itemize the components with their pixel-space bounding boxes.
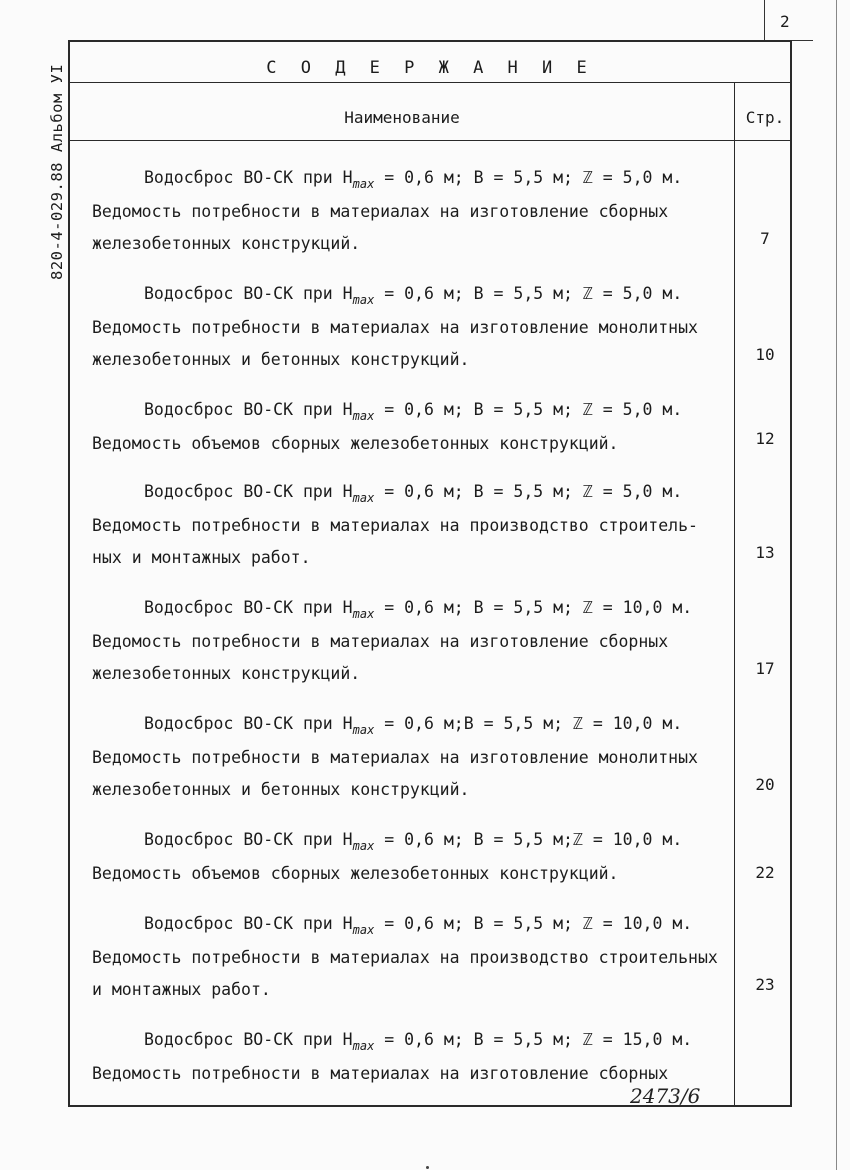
contents-entry	[92, 824, 742, 890]
entry-page-number: 10	[755, 345, 775, 364]
entry-heading	[92, 908, 742, 942]
contents-entry	[92, 908, 742, 1007]
handwritten-note: 2473/6	[630, 1084, 701, 1108]
entry-heading	[92, 824, 742, 858]
entry-heading-params: = 0,6 м; В = 5,5 м; ℤ = 10,0 м.	[374, 914, 693, 933]
entry-page-number: 13	[755, 543, 775, 562]
entry-description-line: и монтажных работ.	[92, 980, 271, 999]
entry-heading-subscript: max	[352, 607, 375, 621]
entry-heading	[92, 1024, 742, 1058]
entry-heading	[92, 708, 742, 742]
entry-heading-params: = 0,6 м; В = 5,5 м; ℤ = 5,0 м.	[374, 284, 683, 303]
title-row	[70, 42, 790, 83]
contents-table	[68, 40, 792, 1107]
entry-heading-text: Водосброс ВО-СК при Н	[144, 830, 353, 849]
entry-heading	[92, 476, 742, 510]
entry-page-number: 17	[755, 659, 775, 678]
entry-description-line: железобетонных и бетонных конструкций.	[92, 780, 470, 799]
entry-heading-text: Водосброс ВО-СК при Н	[144, 482, 353, 501]
entry-description-line: ных и монтажных работ.	[92, 548, 311, 567]
entry-heading-subscript: max	[352, 177, 375, 191]
entry-heading	[92, 278, 742, 312]
entry-description-line: Ведомость потребности в материалах на изготовление монолитных	[92, 317, 698, 337]
entry-heading-params: = 0,6 м; В = 5,5 м; ℤ = 5,0 м.	[374, 482, 683, 501]
entry-heading	[92, 394, 742, 428]
contents-entry	[92, 278, 742, 377]
entry-page-number: 20	[755, 775, 775, 794]
entry-page-number: 22	[755, 863, 775, 882]
entry-page-number: 23	[755, 975, 775, 994]
entry-description-line: Ведомость потребности в материалах на изготовление монолитных	[92, 747, 698, 767]
entry-heading-subscript: max	[352, 923, 375, 937]
page-number: 2	[780, 12, 790, 31]
entry-description-line: Ведомость потребности в материалах на изготовление сборных	[92, 631, 669, 651]
entry-description-line: Ведомость потребности в материалах на изготовление сборных	[92, 1063, 669, 1083]
entry-description-line: Ведомость потребности в материалах на изготовление сборных	[92, 201, 669, 221]
entry-heading-params: = 0,6 м; В = 5,5 м;ℤ = 10,0 м.	[374, 830, 683, 849]
contents-entry	[92, 1024, 742, 1090]
entry-heading-params: = 0,6 м; В = 5,5 м; ℤ = 5,0 м.	[374, 400, 683, 419]
side-document-code: 820-4-029.88 Альбом УI	[48, 63, 66, 280]
entry-heading-text: Водосброс ВО-СК при Н	[144, 598, 353, 617]
entry-description-line: Ведомость объемов сборных железобетонных конструкций.	[92, 433, 619, 453]
contents-entry	[92, 708, 742, 807]
entry-page-number: 12	[755, 429, 775, 448]
entry-description-line: Ведомость объемов сборных железобетонных конструкций.	[92, 863, 619, 883]
entry-description-line: Ведомость потребности в материалах на производство строитель-	[92, 515, 698, 535]
entry-heading-text: Водосброс ВО-СК при Н	[144, 400, 353, 419]
header-row	[70, 82, 790, 141]
contents-entry	[92, 162, 742, 261]
entry-heading-params: = 0,6 м; В = 5,5 м; ℤ = 15,0 м.	[374, 1030, 693, 1049]
entry-heading-text: Водосброс ВО-СК при Н	[144, 914, 353, 933]
entry-heading-subscript: max	[352, 491, 375, 505]
sheet-edge-line	[836, 0, 837, 1170]
entry-heading-subscript: max	[352, 409, 375, 423]
entry-heading-subscript: max	[352, 1039, 375, 1053]
contents-entry	[92, 394, 742, 460]
entry-heading-text: Водосброс ВО-СК при Н	[144, 1030, 353, 1049]
contents-entry	[92, 476, 742, 575]
entry-description-line: железобетонных конструкций.	[92, 234, 361, 253]
entry-heading-subscript: max	[352, 723, 375, 737]
entry-page-number: 7	[760, 229, 770, 248]
entry-heading-params: = 0,6 м; В = 5,5 м; ℤ = 5,0 м.	[374, 168, 683, 187]
page-title: С О Д Е Р Ж А Н И Е	[266, 58, 594, 78]
entry-heading-subscript: max	[352, 293, 375, 307]
entry-description-line: железобетонных конструкций.	[92, 664, 361, 683]
column-header-page: Стр.	[745, 108, 785, 127]
entry-heading-subscript: max	[352, 839, 375, 853]
entry-heading-params: = 0,6 м; В = 5,5 м; ℤ = 10,0 м.	[374, 598, 693, 617]
column-header-name: Наименование	[344, 108, 460, 127]
entry-heading-text: Водосброс ВО-СК при Н	[144, 168, 353, 187]
entry-heading	[92, 162, 742, 196]
entry-description-line: железобетонных и бетонных конструкций.	[92, 350, 470, 369]
entry-description-line: Ведомость потребности в материалах на производство строительных	[92, 947, 718, 967]
entry-heading	[92, 592, 742, 626]
entry-heading-text: Водосброс ВО-СК при Н	[144, 284, 353, 303]
contents-entry	[92, 592, 742, 691]
entry-heading-params: = 0,6 м;В = 5,5 м; ℤ = 10,0 м.	[374, 714, 683, 733]
scan-speck	[426, 1166, 429, 1169]
entry-heading-text: Водосброс ВО-СК при Н	[144, 714, 353, 733]
